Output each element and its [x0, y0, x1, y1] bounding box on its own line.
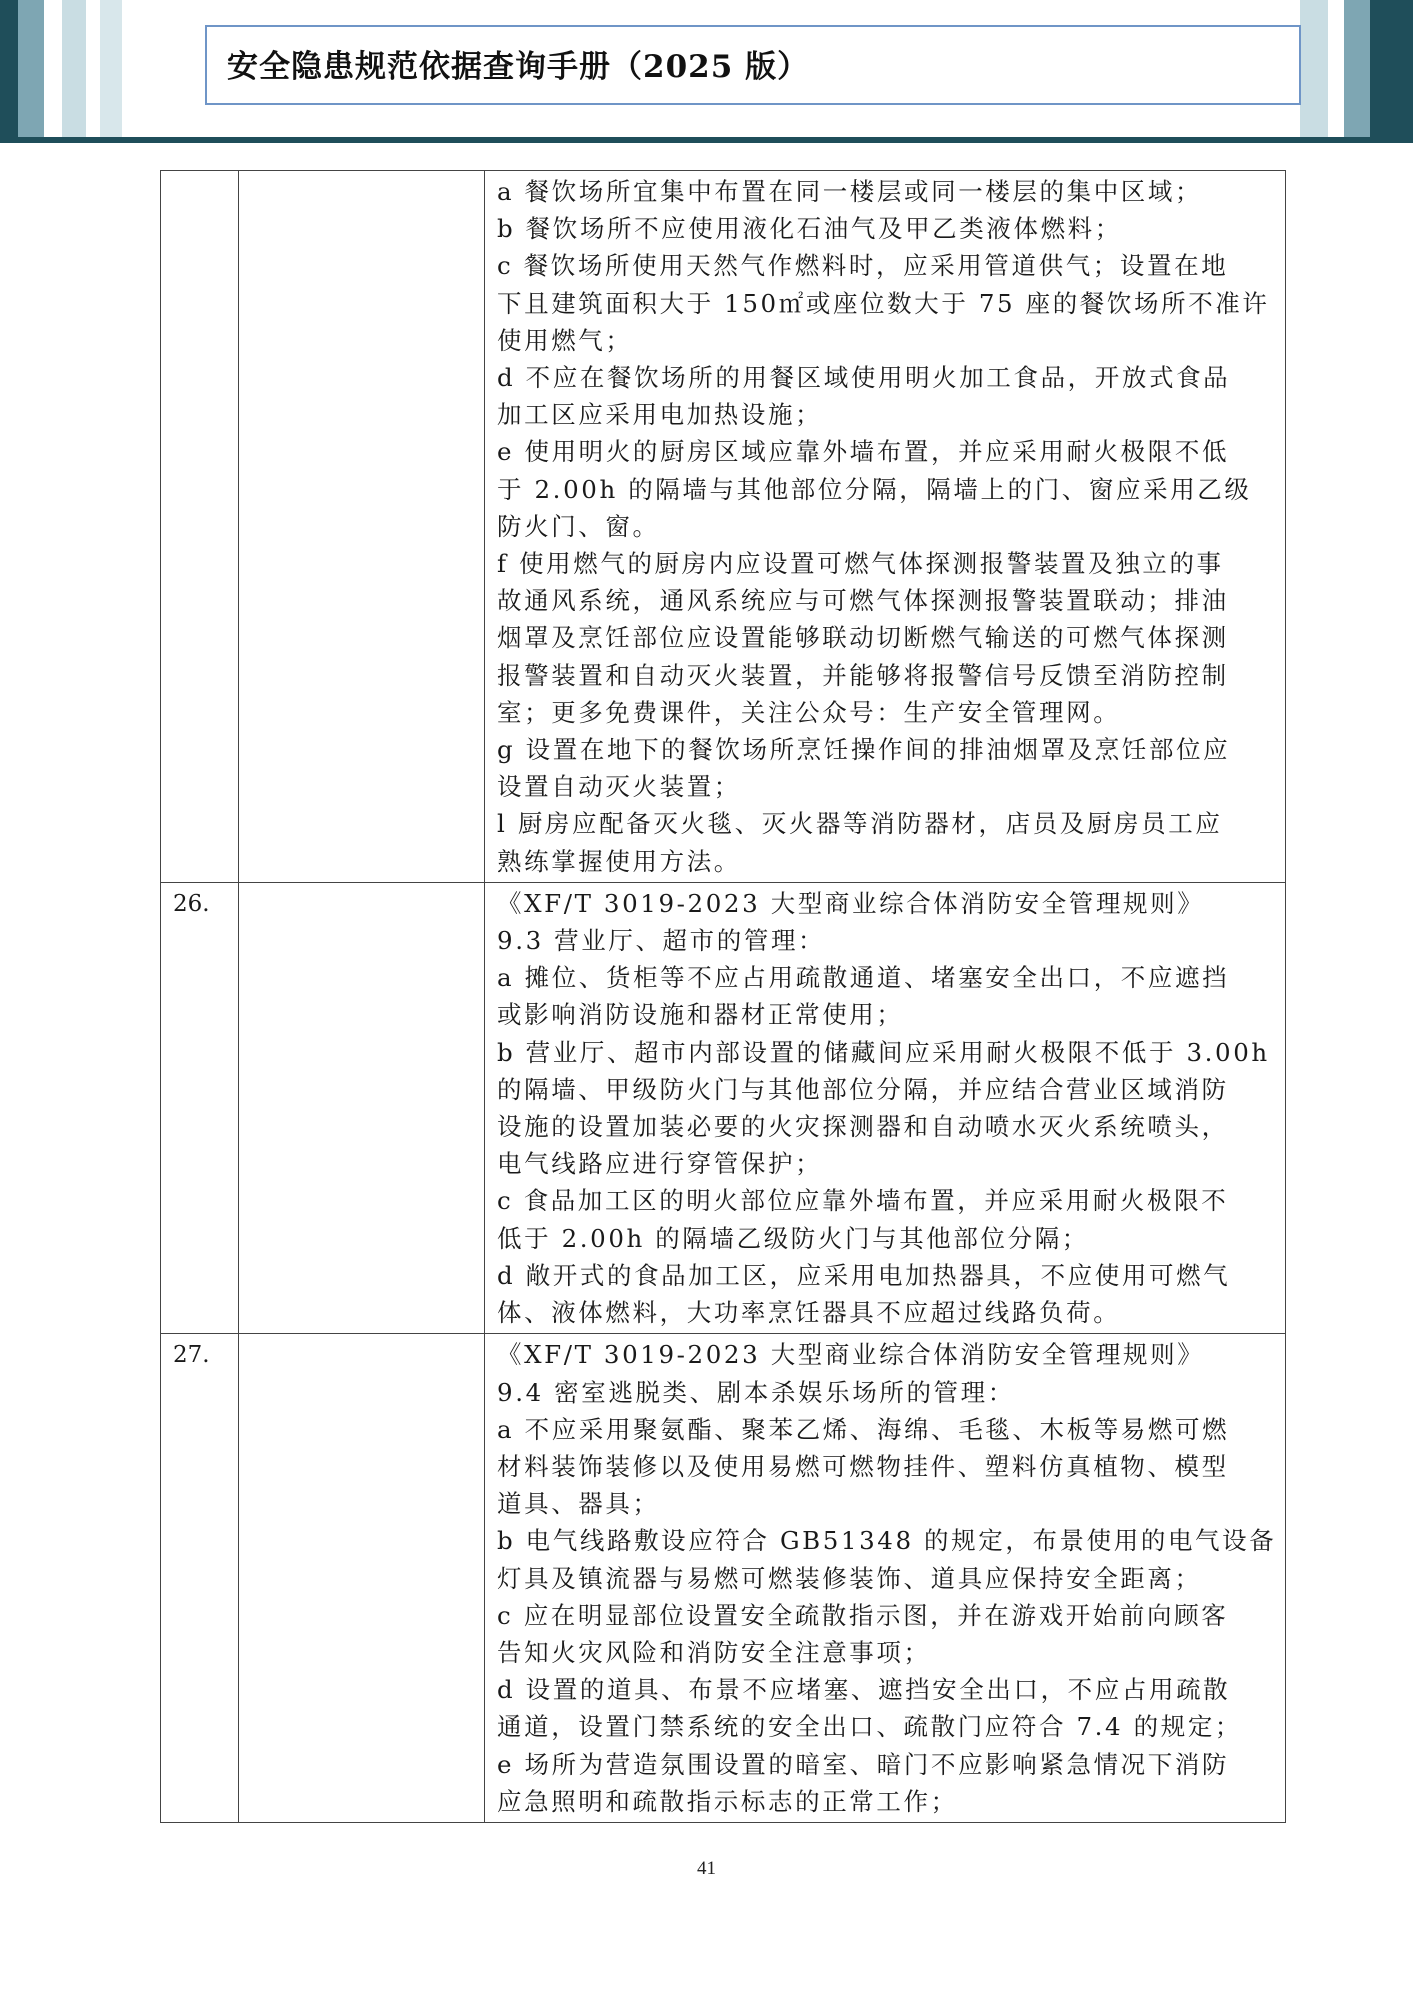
header-stripe	[86, 0, 100, 143]
header-stripe	[0, 0, 18, 143]
regulation-line: 《XF/T 3019-2023 大型商业综合体消防安全管理规则》	[497, 1340, 1205, 1370]
regulation-line: 防火门、窗。	[497, 511, 660, 541]
regulation-text-cell	[485, 171, 1286, 883]
header-stripe	[1328, 0, 1344, 143]
header-stripe	[100, 0, 122, 143]
regulation-line: 或影响消防设施和器材正常使用；	[497, 1000, 904, 1030]
table-row	[161, 882, 1286, 1333]
regulation-line: 故通风系统，通风系统应与可燃气体探测报警装置联动；排油	[497, 586, 1229, 616]
header-divider	[0, 137, 1413, 143]
regulation-line: l 厨房应配备灭火毯、灭火器等消防器材，店员及厨房员工应	[497, 809, 1223, 839]
document-title: 安全隐患规范依据查询手册（2025 版）	[227, 49, 810, 85]
regulation-table	[160, 170, 1286, 1823]
header-stripe	[1370, 0, 1413, 143]
page-header	[0, 0, 1413, 143]
category-cell	[239, 882, 485, 1333]
regulation-line: a 餐饮场所宜集中布置在同一楼层或同一楼层的集中区域；	[497, 177, 1203, 206]
regulation-line: 通道，设置门禁系统的安全出口、疏散门应符合 7.4 的规定；	[497, 1712, 1243, 1742]
header-stripe	[62, 0, 86, 143]
regulation-line: 使用燃气；	[497, 325, 633, 355]
header-stripe	[1344, 0, 1370, 143]
regulation-line: 灯具及镇流器与易燃可燃装修装饰、道具应保持安全距离；	[497, 1563, 1202, 1593]
regulation-line: d 设置的道具、布景不应堵塞、遮挡安全出口，不应占用疏散	[497, 1675, 1231, 1705]
header-title-box	[205, 25, 1301, 105]
regulation-line: 室；更多免费课件，关注公众号：生产安全管理网。	[497, 697, 1121, 727]
category-cell	[239, 1334, 485, 1823]
regulation-line: d 敞开式的食品加工区，应采用电加热器具，不应使用可燃气	[497, 1260, 1231, 1290]
regulation-line: 应急照明和疏散指示标志的正常工作；	[497, 1786, 958, 1816]
regulation-line: 9.4 密室逃脱类、剧本杀娱乐场所的管理：	[497, 1377, 1015, 1407]
regulation-line: 烟罩及烹饪部位应设置能够联动切断燃气输送的可燃气体探测	[497, 623, 1229, 653]
regulation-line: 下且建筑面积大于 150㎡或座位数大于 75 座的餐饮场所不准许	[497, 288, 1270, 318]
regulation-line: e 场所为营造氛围设置的暗室、暗门不应影响紧急情况下消防	[497, 1749, 1230, 1779]
regulation-table-body	[161, 171, 1286, 1823]
row-number: 26.	[161, 882, 239, 1333]
row-number	[161, 171, 239, 883]
table-row	[161, 1334, 1286, 1823]
category-cell	[239, 171, 485, 883]
regulation-line: 电气线路应进行穿管保护；	[497, 1149, 823, 1179]
regulation-line: b 电气线路敷设应符合 GB51348 的规定，布景使用的电气设备	[497, 1526, 1277, 1556]
regulation-line: a 不应采用聚氨酯、聚苯乙烯、海绵、毛毯、木板等易燃可燃	[497, 1414, 1230, 1444]
regulation-text-cell	[485, 882, 1286, 1333]
regulation-line: 材料装饰装修以及使用易燃可燃物挂件、塑料仿真植物、模型	[497, 1451, 1229, 1481]
header-stripe	[44, 0, 62, 143]
regulation-line: 设置自动灭火装置；	[497, 772, 741, 802]
header-stripe	[18, 0, 44, 143]
regulation-line: 低于 2.00h 的隔墙乙级防火门与其他部位分隔；	[497, 1223, 1089, 1253]
table-row	[161, 171, 1286, 883]
regulation-line: 的隔墙、甲级防火门与其他部位分隔，并应结合营业区域消防	[497, 1074, 1229, 1104]
regulation-text-cell	[485, 1334, 1286, 1823]
regulation-line: e 使用明火的厨房区域应靠外墙布置，并应采用耐火极限不低	[497, 437, 1230, 467]
regulation-line: c 餐饮场所使用天然气作燃料时，应采用管道供气；设置在地	[497, 251, 1229, 281]
regulation-line: 于 2.00h 的隔墙与其他部位分隔，隔墙上的门、窗应采用乙级	[497, 474, 1252, 504]
header-stripe	[1300, 0, 1328, 143]
regulation-line: 体、液体燃料，大功率烹饪器具不应超过线路负荷。	[497, 1298, 1121, 1328]
regulation-line: a 摊位、货柜等不应占用疏散通道、堵塞安全出口，不应遮挡	[497, 963, 1230, 993]
regulation-line: 加工区应采用电加热设施；	[497, 400, 823, 430]
regulation-line: b 营业厅、超市内部设置的储藏间应采用耐火极限不低于 3.00h	[497, 1037, 1270, 1067]
regulation-line: d 不应在餐饮场所的用餐区域使用明火加工食品，开放式食品	[497, 363, 1231, 393]
row-number: 27.	[161, 1334, 239, 1823]
regulation-line: c 食品加工区的明火部位应靠外墙布置，并应采用耐火极限不	[497, 1186, 1229, 1216]
regulation-line: c 应在明显部位设置安全疏散指示图，并在游戏开始前向顾客	[497, 1600, 1229, 1630]
regulation-line: 熟练掌握使用方法。	[497, 846, 741, 876]
regulation-line: 9.3 营业厅、超市的管理：	[497, 926, 826, 956]
regulation-line: 道具、器具；	[497, 1489, 660, 1519]
page-number: 41	[697, 1858, 716, 1879]
regulation-line: b 餐饮场所不应使用液化石油气及甲乙类液体燃料；	[497, 214, 1122, 244]
regulation-line: f 使用燃气的厨房内应设置可燃气体探测报警装置及独立的事	[497, 549, 1224, 579]
regulation-line: 报警装置和自动灭火装置，并能够将报警信号反馈至消防控制	[497, 660, 1229, 690]
regulation-line: 告知火灾风险和消防安全注意事项；	[497, 1637, 931, 1667]
regulation-line: 《XF/T 3019-2023 大型商业综合体消防安全管理规则》	[497, 888, 1205, 918]
regulation-line: 设施的设置加装必要的火灾探测器和自动喷水灭火系统喷头，	[497, 1112, 1229, 1142]
regulation-line: g 设置在地下的餐饮场所烹饪操作间的排油烟罩及烹饪部位应	[497, 735, 1231, 765]
